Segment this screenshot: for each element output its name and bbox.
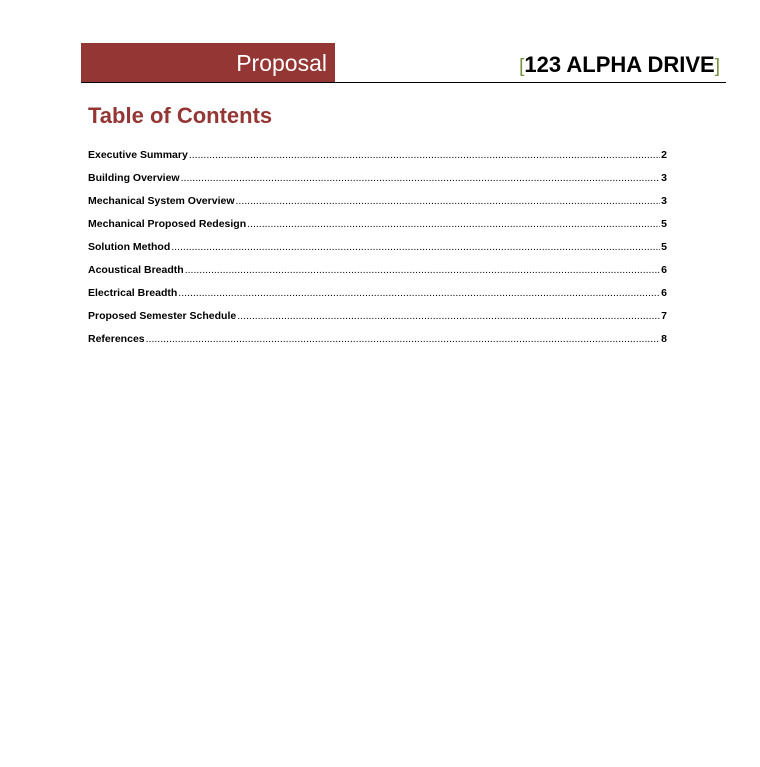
toc-entry-mechanical-system-overview[interactable] bbox=[88, 192, 667, 215]
toc-leader-dots bbox=[236, 192, 661, 210]
header-rule bbox=[81, 82, 726, 83]
toc-entry-page: 8 bbox=[661, 333, 667, 345]
header-address bbox=[519, 51, 720, 81]
toc-entry-label: Executive Summary bbox=[88, 149, 188, 161]
toc-leader-dots bbox=[247, 215, 660, 233]
toc-leader-dots bbox=[171, 238, 660, 256]
header-label: Proposal bbox=[81, 43, 335, 83]
toc-entry-building-overview[interactable] bbox=[88, 169, 667, 192]
toc-entry-label: Electrical Breadth bbox=[88, 287, 178, 299]
toc-leader-dots bbox=[189, 146, 660, 164]
toc-entry-page: 5 bbox=[661, 241, 667, 253]
toc-entry-page: 5 bbox=[661, 218, 667, 230]
toc-entry-label: Proposed Semester Schedule bbox=[88, 310, 237, 322]
toc-leader-dots bbox=[178, 284, 660, 302]
bracket-close: ] bbox=[714, 56, 720, 77]
toc-list bbox=[88, 146, 667, 353]
toc-leader-dots bbox=[185, 261, 660, 279]
toc-entry-proposed-semester-schedule[interactable] bbox=[88, 307, 667, 330]
toc-entry-label: Solution Method bbox=[88, 241, 171, 253]
toc-leader-dots bbox=[237, 307, 660, 325]
toc-leader-dots bbox=[146, 330, 661, 348]
page-header bbox=[81, 43, 726, 83]
header-address-text: 123 ALPHA DRIVE bbox=[524, 52, 715, 77]
toc-entry-electrical-breadth[interactable] bbox=[88, 284, 667, 307]
toc-entry-page: 3 bbox=[661, 172, 667, 184]
toc-entry-label: Mechanical Proposed Redesign bbox=[88, 218, 247, 230]
toc-entry-acoustical-breadth[interactable] bbox=[88, 261, 667, 284]
toc-entry-label: Building Overview bbox=[88, 172, 180, 184]
toc-entry-solution-method[interactable] bbox=[88, 238, 667, 261]
toc-entry-page: 2 bbox=[661, 149, 667, 161]
toc-entry-page: 6 bbox=[661, 264, 667, 276]
toc-entry-mechanical-proposed-redesign[interactable] bbox=[88, 215, 667, 238]
toc-leader-dots bbox=[181, 169, 661, 187]
toc-entry-page: 7 bbox=[661, 310, 667, 322]
toc-entry-label: Acoustical Breadth bbox=[88, 264, 184, 276]
toc-title: Table of Contents bbox=[88, 103, 273, 128]
toc-entry-executive-summary[interactable] bbox=[88, 146, 667, 169]
toc-entry-label: Mechanical System Overview bbox=[88, 195, 235, 207]
toc-entry-page: 6 bbox=[661, 287, 667, 299]
toc-entry-references[interactable] bbox=[88, 330, 667, 353]
toc-entry-page: 3 bbox=[661, 195, 667, 207]
bracket-open: [ bbox=[519, 56, 525, 77]
toc-entry-label: References bbox=[88, 333, 145, 345]
